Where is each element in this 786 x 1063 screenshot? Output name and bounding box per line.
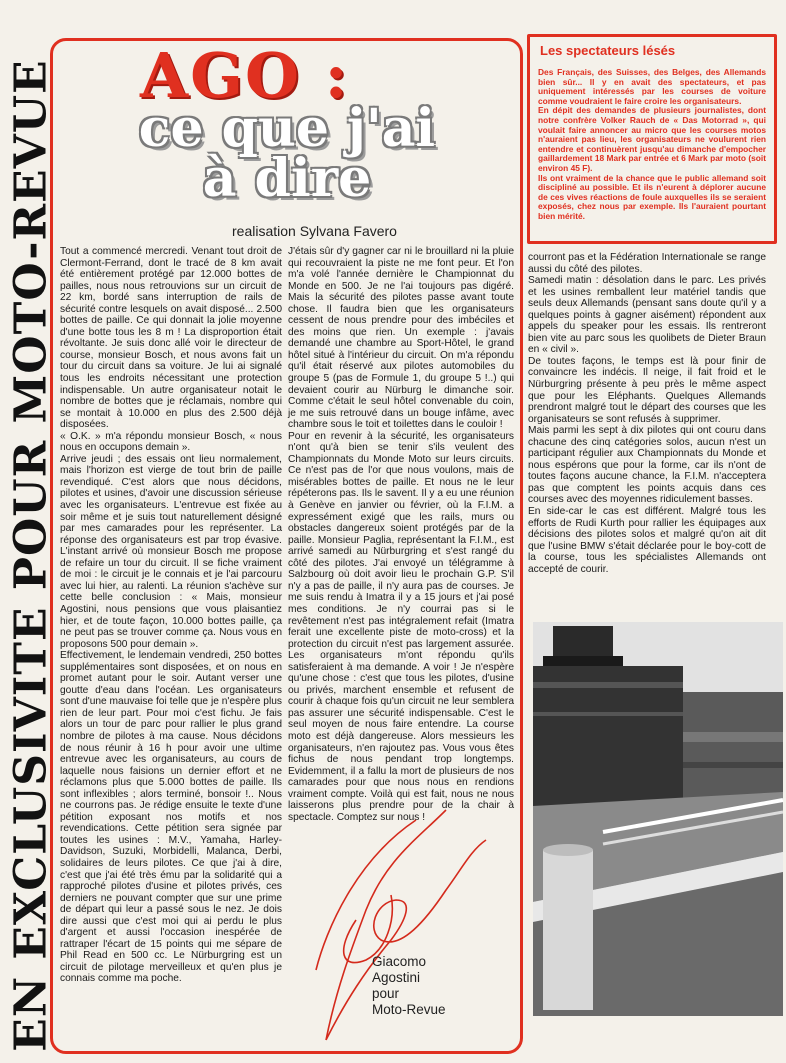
article-column-2 <box>288 246 514 823</box>
paragraph: Pour en revenir à la sécurité, les organisateurs n'ont qu'à bien se tenir s'ils veulent des Championnats du Monde Moto sur leurs circuits. Ce n'est pas de l'or que nous voulons, mais de misérables bottes de paille. Et nous ne le leur répéterons pas. Ils le savent. Il y a eu une réunion à Genève en janvier ou février, où la F.I.M. a expressément exigé que les rails, murs ou obstacles dangereux soient protégés par de la paille. Monsieur Paglia, représentant la F.I.M., est arrivé samedi au Nürburgring et s'est rangé du côté des pilotes. J'ai envoyé un télégramme à Salzbourg où doit avoir lieu le prochain G.P. S'il n'y a pas de paille, il n'y aura pas de courses. Je me suis rendu à Imatra il y a 15 jours et j'ai posé mes conditions. Je n'y courrai pas si le revêtement n'est pas intégralement refait (Imatra ferait une excellente piste de moto-cross) et la protection du circuit n'est pas largement assurée. Les organisateurs m'ont répondu qu'ils satisferaient à ma demande. A voir ! Je n'espère qu'une chose : c'est que tous les pilotes, d'usine ou privés, marchent ensemble et refusent de courir à chaque fois qu'un circuit ne leur semblera pas assurer une sécurité indispensable. C'est le seul moyen de nous faire entendre. La course moto est déjà dangereuse. Alors messieurs les organisateurs, n'en rajoutez pas. Vous vous êtes fichus de nous pendant trop longtemps. Evidemment, il a fallu la mort de plusieurs de nos camarades pour que nous nous en rendions vraiment compte. Voilà qui est fait, nous ne nous laisserons plus prendre pour de la chair à spectacle. Comptez sur nous ! <box>288 430 514 823</box>
article-column-1 <box>60 246 282 1046</box>
article-column-3 <box>528 252 766 612</box>
paragraph: Tout a commencé mercredi. Venant tout droit de Clermont-Ferrand, dont le tracé de 8 km avait été entièrement protégé par 12.000 bottes de pailles, nous nous retrouvions sur un circuit de 22 km, bordé sans interruption de rails de sécurité contre lesquels on avait disposé... 2.500 bottes de paille. Ce qui donnait la jolie moyenne d'une botte tous les 8 m ! La disproportion était révoltante. Je suis donc allé voir le directeur de course, monsieur Bosch, et nous avons fait un tour du circuit dans sa voiture. Je lui ai signalé tous les endroits nécessitant une protection indispensable. Un autre organisateur notait le nombre de bottes que je réclamais, nombre qui se montait à 10.000 en plus des 2.500 déjà disposées. <box>60 246 282 431</box>
signature-line-1: Giacomo <box>372 954 427 969</box>
box-paragraph: Des Français, des Suisses, des Belges, des Allemands bien sûr... Il y en avait des spectateurs, et pas uniquement intéressés par les courses de voiture comme voudraient le faire croire les organisateurs. <box>538 67 766 106</box>
paragraph: Arrive jeudi ; des essais ont lieu normalement, mais l'horizon est vierge de tout brin de paille revendiqué. C'est alors que nous décidons, pilotes et usines, d'avoir une discussion sérieuse avec les organisateurs. L'entrevue est fixée au soir même et je suis tout naturellement désigné par mes camarades pour les représenter. La réponse des organisateurs est par trop évasive. L'instant arrivé où monsieur Bosch me propose de refaire un tour du circuit. Il se fiche vraiment de moi : le circuit je le connais et je l'ai parcouru avec lui hier, au ralenti. La réunion s'achève sur cette belle conclusion : « Mais, monsieur Agostini, nous pensions que vous plaisantiez hier, et de toute façon, 10.000 bottes paille, ça ne peut pas se trouver comme ça. Nous vous en proposons 500 pour demain ». <box>60 453 282 650</box>
paragraph: De toutes façons, le temps est là pour finir de convaincre les indécis. Il neige, il fait froid et le Nürburgring présente à peu près le même aspect que pour les Eléphants. Quelques Allemands prendront malgré tout le départ des courses que les organisateurs se sont refusés à supprimer. <box>528 355 766 425</box>
box-paragraph: Ils ont vraiment de la chance que le public allemand soit discipliné au possible. Et ils n'eurent à déplorer aucune de ces vives réactions de foule auxquelles ils se seraient exposés, chez nous par exemple. Ils l'auraient pourtant bien mérité. <box>538 172 766 221</box>
paragraph: Mais parmi les sept à dix pilotes qui ont couru dans chacune des cinq catégories solos, aucun n'est un participant régulier aux Championnats du Monde et nous espérons que pour la forme, car ils n'ont de toutes façons aucune chance, la F.I.M. n'acceptera pas que comptent les points acquis dans ces courses avec des moyennes ridiculement basses. <box>528 425 766 506</box>
signature-line-3: pour <box>372 986 400 1001</box>
paragraph: J'étais sûr d'y gagner car ni le brouillard ni la pluie qui recouvraient la piste ne me font peur. Et l'on m'a volé l'année dernière le Championnat du Monde en 500. Je ne l'ai toujours pas digéré. Mais la sécurité des pilotes passe avant toute chose. Il faudra bien que les organisateurs cessent de nous prendre pour des imbéciles et des moins que rien. Un exemple : j'avais demandé une chambre au Sport-Hôtel, le grand hôtel situé à l'intérieur du circuit. On m'a répondu qu'il était réservé aux pilotes automobiles du groupe 5 (pas de Formule 1, du groupe 5 !..) qui devaient courir au Nürburg le dimanche soir. Comme c'était le seul hôtel convenable du coin, je me suis retrouvé dans un bouge infâme, avec chambre sous le toit et toilettes dans le couloir ! <box>288 246 514 431</box>
headline-sub <box>62 98 512 209</box>
headline-line-3: à dire <box>202 148 372 209</box>
sidebar-box-text <box>538 68 766 222</box>
paragraph: En side-car le cas est différent. Malgré tous les efforts de Rudi Kurth pour rallier les équipages aux décisions des pilotes solos et malgré qu'on ait dit que l'usine BMW s'était déclarée pour le boy-cott de la course, tous les spécialistes Allemands ont accepté de courir. <box>528 506 766 575</box>
headline-line-2: ce que j'ai <box>138 98 436 159</box>
side-banner-text: EN EXCLUSIVITE POUR MOTO-REVUE <box>5 58 57 1052</box>
headline-main: AGO : <box>140 39 350 112</box>
race-track-photo <box>533 622 783 1016</box>
signature-line-2: Agostini <box>372 970 421 985</box>
box-paragraph: En dépit des demandes de plusieurs journalistes, dont notre confrère Volker Rauch de « Das Motorrad », qui voulait faire annoncer au micro que les courses motos n'auraient pas lieu, les organisateurs ne voulurent rien entendre et continuèrent jusqu'au dimanche d'empocher gaillardement 18 Mark par entrée et 6 Mark par moto (soit environ 45 F). <box>538 105 766 173</box>
photo-illustration <box>533 622 783 1016</box>
paragraph: « O.K. » m'a répondu monsieur Bosch, « nous nous en occupons demain ». <box>60 430 282 454</box>
signature-block <box>372 954 512 1018</box>
paragraph: courront pas et la Fédération Internationale se range aussi du côté des pilotes. <box>528 252 766 275</box>
side-banner <box>6 60 56 1050</box>
sidebar-box-title: Les spectateurs lésés <box>540 43 676 58</box>
paragraph: Samedi matin : désolation dans le parc. Les privés et les usines remballent leur matériel tandis que seuls deux Allemands (pensant sans doute qu'il y a quelques points à gagner aisément) répondent aux appels du speaker pour les essais. Ils rentreront bien vite au parc sous les quolibets de Dieter Braun en « civil ». <box>528 275 766 356</box>
signature-line-4: Moto-Revue <box>372 1002 446 1017</box>
paragraph: Effectivement, le lendemain vendredi, 250 bottes supplémentaires sont disposées, et on nous en promet autant pour le soir. Autant verser une goutte d'eau dans l'océan. Les organisateurs sont d'une mauvaise foi telle que je n'espère plus rien de leur part. Pour moi c'est fichu. Je fais alors un tour de parc pour rallier le plus grand nombre de pilotes à ma cause. Nous décidons de nous réunir à 16 h pour avoir une ultime entrevue avec les organisateurs, au cours de laquelle nous faisions un dernier effort et ne réclamons plus que 5.000 bottes de paille. Ils sont inflexibles ; alors terminé, bonsoir !.. Nous ne courrons pas. Je rédige ensuite le texte d'une pétition exposant nos motifs et nos revendications. Cette pétition sera signée par toutes les usines : M.V., Yamaha, Harley-Davidson, Suzuki, Morbidelli, Malanca, Derbi, solidaires de leurs pilotes. Ce que j'ai à dire, c'est que j'ai été très ému par la solidarité qui a rapproché pilotes d'usine et pilotes privés, ces derniers ne pouvant compter que sur une prime de départ qui leur a passé sous le nez. Je dois dire aussi que c'est moi qui ai perdu le plus d'argent et aussi l'occasion inespérée de rattraper l'écart de 15 points qui me sépare de Phil Read en 500 cc. Le Nürburgring est un circuit de pilotage merveilleux et qu'en plus je connais comme ma poche. <box>60 650 282 985</box>
sidebar-box <box>527 34 777 244</box>
byline: realisation Sylvana Favero <box>232 223 397 239</box>
